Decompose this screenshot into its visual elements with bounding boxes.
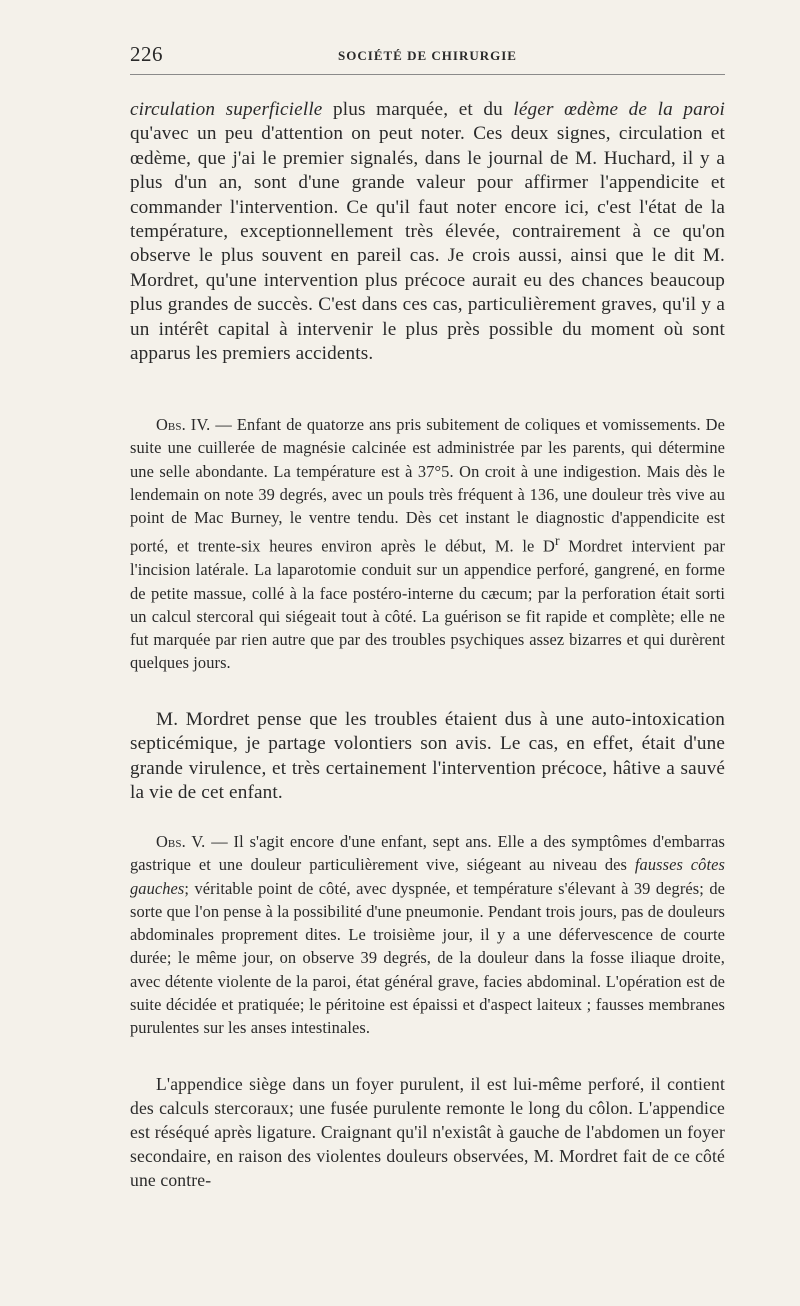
book-page [130,0,725,1306]
observation-label: Obs. V. [156,832,206,851]
observation-5: Obs. V. — Il s'agit encore d'une enfant, sept ans. Elle a des symptômes d'embarras gastrique et une douleur particulièrement vive, siégeant au niveau des fausses côtes gauches; véritable point de côté, avec dyspnée, et température s'élevant à 39 degrés; de sorte que l'on pense à la possibilité d'une pneumonie. Pendant trois jours, pas de douleurs abdominales proprement dites. Le troisième jour, il y a une défervescence de courte durée; le même jour, on observe 39 degrés, de la douleur dans la fosse iliaque droite, avec détente violente de la paroi, état général grave, facies abdominal. L'opération est de suite décidée et pratiquée; le péritoine est épaissi et d'aspect laiteux ; fausses membranes purulentes sur les anses intestinales. [130,832,725,1038]
header-rule [130,74,725,75]
commentary-paragraph: M. Mordret pense que les troubles étaient dus à une auto-intoxication septicémique, je partage volontiers son avis. Le cas, en effet, était d'une grande virulence, et très certainement l'intervention précoce, hâtive a sauvé la vie de cet enfant. [130,709,725,804]
observation-4: Obs. IV. — Enfant de quatorze ans pris subitement de coliques et vomissements. De suite une cuillerée de magnésie calcinée est administrée par les parents, qui détermine une selle abondante. La température est à 37°5. On croit à une indigestion. Mais dès le lendemain on note 39 degrés, avec un pouls très fréquent à 136, une douleur très vive au point de Mac Burney, le ventre tendu. Dès cet instant le diagnostic d'appendicite est porté, et trente-six heures environ après le début, M. le $D^r$ Mordret intervient par l'incision latérale. La laparotomie conduit sur un appendice perforé, gangrené, en forme de petite massue, collé à la face postéro-interne du cæcum; par la perforation était sorti un calcul stercoral qui siégeait tout à côté. La guérison se fit rapide et complète; elle ne fut marquée par rien autre que par des troubles psychiques assez bizarres et qui durèrent quelques jours. [130,415,726,673]
emphasis-fausses-cotes: fausses côtes gauches [130,855,725,898]
emphasis-oedeme: léger œdème de la paroi [513,99,725,120]
running-title: SOCIÉTÉ DE CHIRURGIE [338,48,517,63]
observation-label: Obs. IV. [156,415,211,434]
observation-5-continued: L'appendice siège dans un foyer purulent, il est lui-même perforé, il contient des calculs stercoraux; une fusée purulente remonte le long du côlon. L'appendice est réséqué après ligature. Craignant qu'il n'existât à gauche de l'abdomen un foyer secondaire, en raison des violentes douleurs observées, M. Mordret fait de ce côté une contre- [130,1074,725,1191]
page-header [130,40,725,74]
page-number: 226 [130,42,163,66]
intro-paragraph: circulation superficielle plus marquée, et du léger œdème de la paroi qu'avec un peu d'attention on peut noter. Ces deux signes, circulation et œdème, que j'ai le premier signalés, dans le journal de M. Huchard, il y a plus d'un an, sont d'une grande valeur pour affirmer l'appendicite et commander l'intervention. Ce qu'il faut noter encore ici, c'est l'état de la température, exceptionnellement très élevée, contrairement à ce qu'on observe le plus souvent en pareil cas. Je crois aussi, ainsi que le dit M. Mordret, qu'une intervention plus précoce aurait eu des chances beaucoup plus grandes de succès. C'est dans ces cas, particulièrement graves, qu'il y a un intérêt capital à intervenir le plus près possible du moment où sont apparus les premiers accidents. [130,99,725,365]
emphasis-circulation: circulation superficielle [130,99,323,120]
